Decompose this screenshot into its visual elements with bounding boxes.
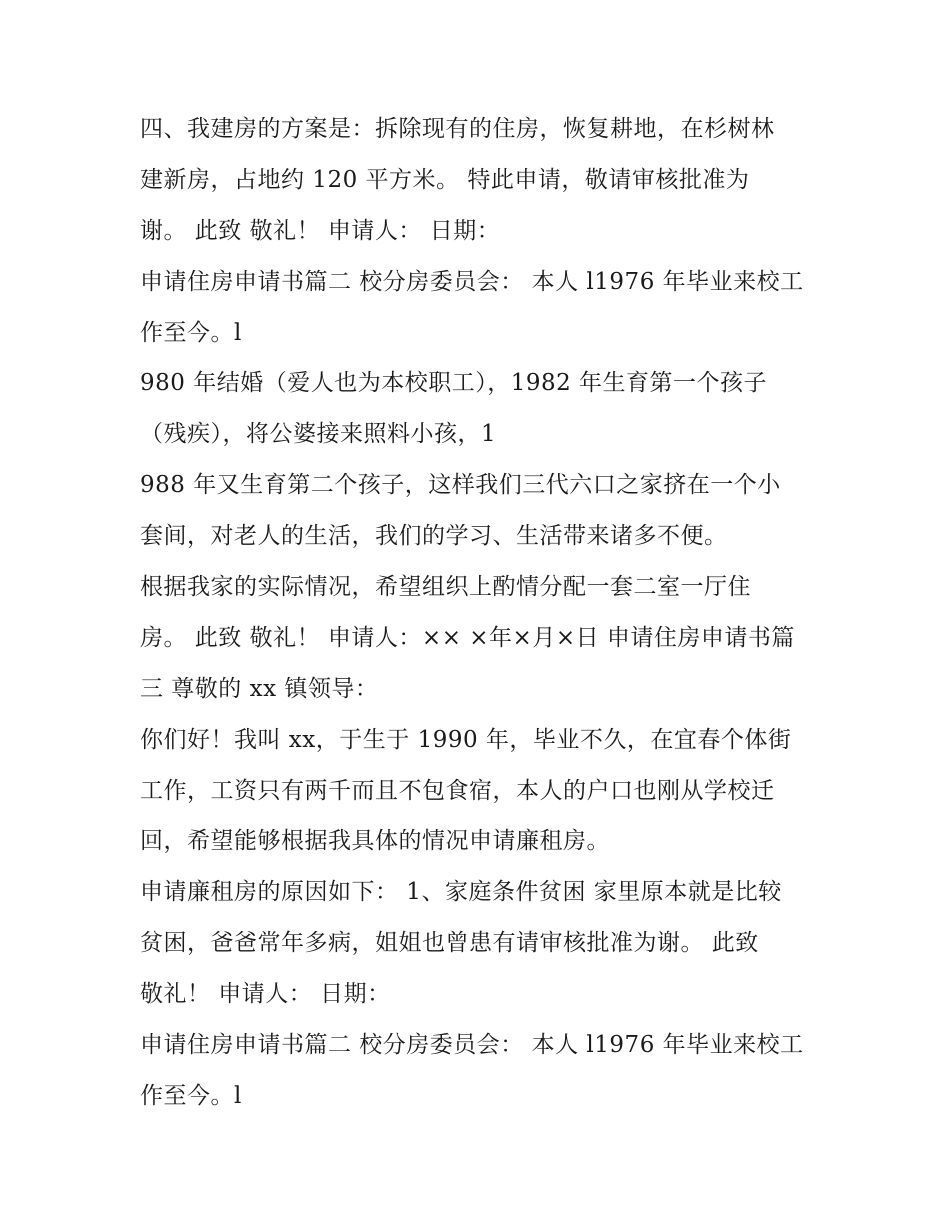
document-body [140, 104, 830, 1122]
text-line: 房。 此致 敬礼！ 申请人：×× ×年×月×日 申请住房申请书篇 [140, 624, 795, 651]
text-line: 申请住房申请书篇二 校分房委员会： 本人 l1976 年毕业来校工 [140, 268, 804, 295]
text-line: 回，希望能够根据我具体的情况申请廉租房。 [140, 828, 610, 855]
paragraph-housing-application-2 [140, 257, 830, 359]
text-line: 贫困，爸爸常年多病，姐姐也曾患有请审核批准为谢。 此致 [140, 930, 759, 957]
text-line: 作至今。l [140, 1082, 242, 1109]
text-line: 三 尊敬的 xx 镇领导： [140, 675, 379, 702]
text-line: 980 年结婚（爱人也为本校职工），1982 年生育第一个孩子 [140, 370, 768, 397]
text-line: （残疾），将公婆接来照料小孩，1 [140, 421, 497, 448]
paragraph-housing-application-2-repeat [140, 1020, 830, 1122]
text-line: 套间，对老人的生活，我们的学习、生活带来诸多不便。 [140, 523, 728, 550]
text-line: 谢。 此致 敬礼！ 申请人： 日期： [140, 217, 501, 244]
text-line: 建新房，占地约 120 平方米。 特此申请，敬请审核批准为 [140, 166, 750, 193]
text-line: 四、我建房的方案是：拆除现有的住房，恢复耕地，在杉树林 [140, 116, 775, 142]
text-line: 申请住房申请书篇二 校分房委员会： 本人 l1976 年毕业来校工 [140, 1032, 804, 1059]
text-line: 工作，工资只有两千而且不包食宿，本人的户口也刚从学校迁 [140, 777, 775, 804]
text-line: 你们好！我叫 xx，于生于 1990 年，毕业不久，在宜春个体街 [140, 726, 792, 753]
paragraph-building-plan [140, 104, 830, 257]
paragraph-second-child [140, 460, 830, 562]
text-line: 根据我家的实际情况，希望组织上酌情分配一套二室一厅住 [140, 574, 751, 601]
text-line: 作至今。l [140, 319, 242, 346]
text-line: 敬礼！ 申请人： 日期： [140, 981, 391, 1008]
paragraph-request-apartment [140, 562, 830, 715]
paragraph-greeting [140, 715, 830, 868]
paragraph-marriage [140, 358, 830, 460]
text-line: 988 年又生育第二个孩子，这样我们三代六口之家挤在一个小 [140, 472, 781, 499]
paragraph-reasons [140, 867, 830, 1020]
text-line: 申请廉租房的原因如下： 1、家庭条件贫困 家里原本就是比较 [140, 879, 782, 906]
